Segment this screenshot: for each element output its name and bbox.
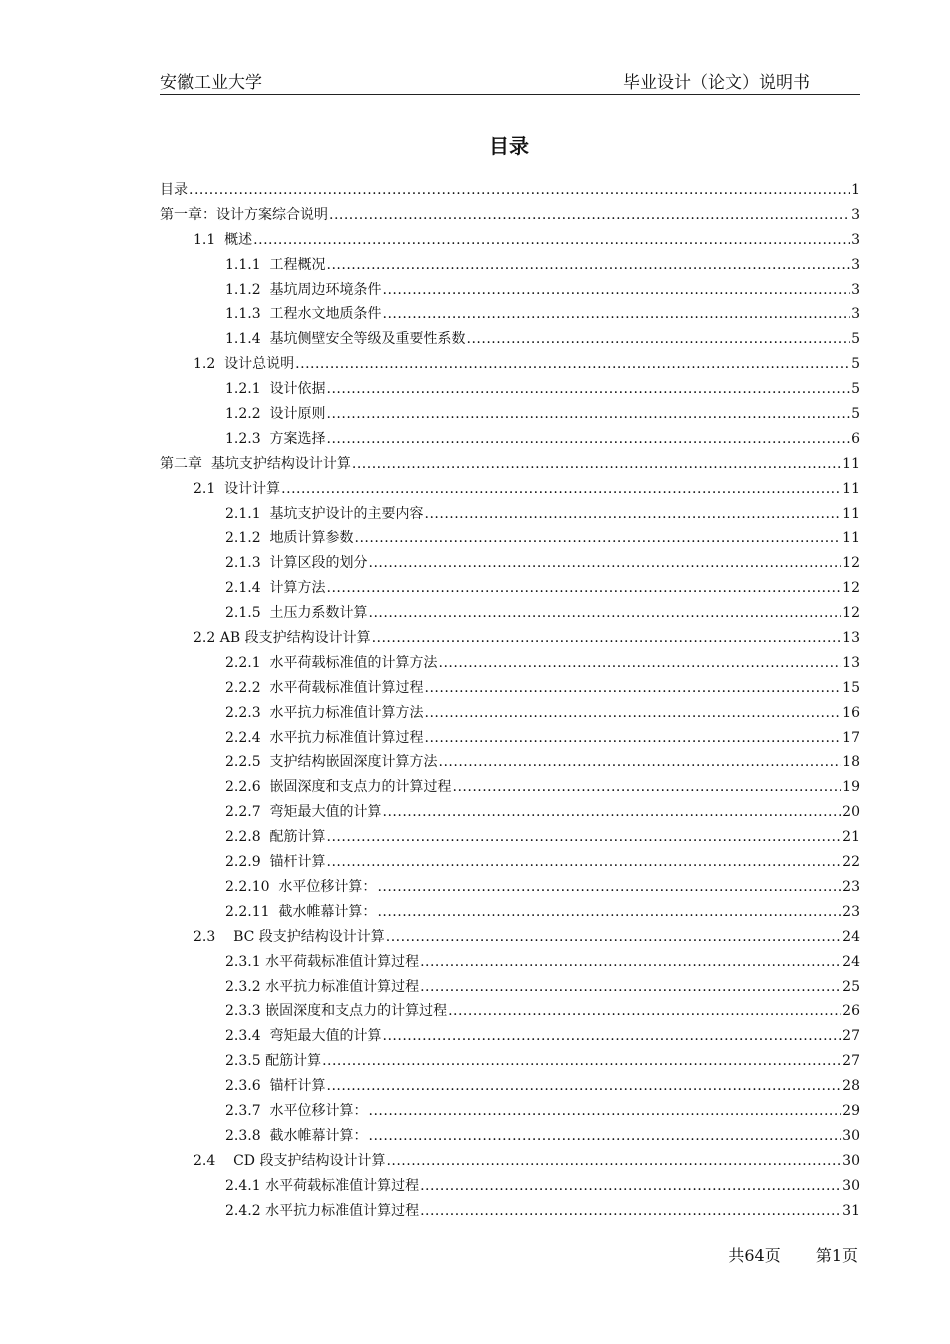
toc-entry-label: 2.2.11 截水帷幕计算： <box>225 903 377 920</box>
toc-entry[interactable] <box>160 825 860 850</box>
toc-entry[interactable] <box>160 178 860 203</box>
toc-leader-dots <box>327 253 851 278</box>
toc-leader-dots <box>383 800 842 825</box>
toc-entry-label: 1.2.2 设计原则 <box>225 406 326 423</box>
toc-entry-page: 3 <box>851 281 860 298</box>
toc-entry[interactable] <box>160 1174 860 1199</box>
page-title: 目录 <box>489 134 529 158</box>
toc-entry-page: 12 <box>842 555 860 572</box>
toc-entry-label: 2.3.1 水平荷载标准值计算过程 <box>225 953 420 970</box>
toc-entry-page: 24 <box>842 953 860 970</box>
toc-leader-dots <box>425 701 842 726</box>
page-header <box>160 68 860 95</box>
toc-entry-page: 13 <box>842 654 860 671</box>
toc-entry-page: 13 <box>842 630 860 647</box>
toc-entry[interactable] <box>160 526 860 551</box>
toc-entry-label: 2.2.1 水平荷载标准值的计算方法 <box>225 654 438 671</box>
toc-leader-dots <box>327 825 842 850</box>
toc-leader-dots <box>386 925 841 950</box>
toc-leader-dots <box>453 775 842 800</box>
toc-entry-page: 21 <box>842 829 860 846</box>
toc-entry-label: 2.2.10 水平位移计算： <box>225 878 377 895</box>
toc-entry-page: 5 <box>851 331 860 348</box>
toc-entry-page: 3 <box>851 306 860 323</box>
toc-leader-dots <box>386 1149 841 1174</box>
toc-leader-dots <box>327 576 842 601</box>
toc-entry[interactable] <box>160 427 860 452</box>
toc-entry[interactable] <box>160 402 860 427</box>
toc-entry-label: 2.2.9 锚杆计算 <box>225 854 326 871</box>
toc-entry[interactable] <box>160 750 860 775</box>
toc-entry-page: 31 <box>842 1202 860 1219</box>
footer-total-pages: 共64页 <box>728 1246 781 1265</box>
toc-entry-label: 1.1.1 工程概况 <box>225 256 326 273</box>
toc-leader-dots <box>295 352 850 377</box>
toc-entry[interactable] <box>160 377 860 402</box>
toc-entry-label: 2.1 设计计算 <box>193 480 281 497</box>
toc-leader-dots <box>322 1049 841 1074</box>
toc-entry-page: 27 <box>842 1053 860 1070</box>
toc-entry-page: 11 <box>842 480 860 497</box>
toc-leader-dots <box>439 651 842 676</box>
toc-entry[interactable] <box>160 1099 860 1124</box>
toc-entry[interactable] <box>160 1074 860 1099</box>
toc-entry-label: 2.4.1 水平荷载标准值计算过程 <box>225 1177 420 1194</box>
toc-entry-label: 1.1.2 基坑周边环境条件 <box>225 281 382 298</box>
toc-entry-page: 1 <box>851 182 860 198</box>
toc-entry-page: 3 <box>851 231 860 248</box>
toc-entry[interactable] <box>160 900 860 925</box>
page-footer <box>698 1243 858 1266</box>
toc-entry[interactable] <box>160 925 860 950</box>
toc-leader-dots <box>327 402 851 427</box>
table-of-contents <box>160 178 860 1223</box>
toc-entry[interactable] <box>160 1199 860 1224</box>
toc-entry-label: 第二章 基坑支护结构设计计算 <box>160 455 351 472</box>
toc-entry-label: 2.1.4 计算方法 <box>225 580 326 597</box>
toc-entry[interactable] <box>160 502 860 527</box>
toc-leader-dots <box>369 601 842 626</box>
toc-entry-label: 2.1.5 土压力系数计算 <box>225 605 368 622</box>
toc-leader-dots <box>327 850 842 875</box>
toc-leader-dots <box>383 302 851 327</box>
toc-entry-page: 18 <box>842 754 860 771</box>
toc-entry[interactable] <box>160 1024 860 1049</box>
toc-entry-page: 6 <box>851 430 860 447</box>
toc-entry-page: 19 <box>842 779 860 796</box>
toc-entry-label: 2.4.2 水平抗力标准值计算过程 <box>225 1202 420 1219</box>
toc-leader-dots <box>327 427 851 452</box>
toc-entry-page: 17 <box>842 729 860 746</box>
toc-entry[interactable] <box>160 975 860 1000</box>
toc-entry-label: 2.4 CD 段支护结构设计计算 <box>193 1152 386 1169</box>
toc-entry-label: 2.2.2 水平荷载标准值计算过程 <box>225 679 424 696</box>
toc-entry-page: 12 <box>842 580 860 597</box>
toc-entry[interactable] <box>160 1149 860 1174</box>
toc-entry-label: 2.2.4 水平抗力标准值计算过程 <box>225 729 424 746</box>
toc-leader-dots <box>425 676 842 701</box>
toc-leader-dots <box>439 750 842 775</box>
toc-leader-dots <box>189 178 850 203</box>
toc-entry[interactable] <box>160 850 860 875</box>
toc-entry[interactable] <box>160 676 860 701</box>
toc-entry-label: 2.2.3 水平抗力标准值计算方法 <box>225 704 424 721</box>
toc-leader-dots <box>369 1099 842 1124</box>
toc-entry-label: 2.2.7 弯矩最大值的计算 <box>225 804 382 821</box>
toc-entry[interactable] <box>160 626 860 651</box>
toc-entry[interactable] <box>160 950 860 975</box>
header-doc-type: 毕业设计（论文）说明书 <box>623 73 810 93</box>
toc-entry[interactable] <box>160 800 860 825</box>
toc-entry[interactable] <box>160 327 860 352</box>
toc-entry-label: 1.1 概述 <box>193 231 253 248</box>
toc-entry[interactable] <box>160 253 860 278</box>
toc-entry[interactable] <box>160 701 860 726</box>
toc-entry-label: 第一章：设计方案综合说明 <box>160 206 328 223</box>
toc-leader-dots <box>329 203 850 228</box>
toc-leader-dots <box>448 999 841 1024</box>
toc-entry-label: 2.3.5 配筋计算 <box>225 1053 322 1070</box>
toc-leader-dots <box>383 1024 842 1049</box>
toc-entry-label: 1.2.3 方案选择 <box>225 430 326 447</box>
toc-entry[interactable] <box>160 1124 860 1149</box>
toc-entry[interactable] <box>160 775 860 800</box>
toc-entry[interactable] <box>160 999 860 1024</box>
toc-entry[interactable] <box>160 452 860 477</box>
toc-entry[interactable] <box>160 302 860 327</box>
toc-entry-page: 22 <box>842 854 860 871</box>
toc-entry-label: 2.1.3 计算区段的划分 <box>225 555 368 572</box>
toc-entry-label: 2.3.7 水平位移计算： <box>225 1102 368 1119</box>
toc-entry-page: 30 <box>842 1127 860 1144</box>
toc-entry-page: 16 <box>842 704 860 721</box>
toc-entry-page: 15 <box>842 679 860 696</box>
toc-entry-label: 2.2 AB 段支护结构设计计算 <box>193 630 371 647</box>
toc-leader-dots <box>425 502 842 527</box>
toc-leader-dots <box>377 900 841 925</box>
toc-entry-label: 2.2.6 嵌固深度和支点力的计算过程 <box>225 779 452 796</box>
toc-entry-page: 26 <box>842 1003 860 1020</box>
toc-entry-label: 2.2.5 支护结构嵌固深度计算方法 <box>225 754 438 771</box>
toc-entry-page: 5 <box>851 356 860 373</box>
toc-entry[interactable] <box>160 576 860 601</box>
toc-leader-dots <box>420 1174 841 1199</box>
toc-leader-dots <box>383 278 851 303</box>
toc-entry-label: 2.3 BC 段支护结构设计计算 <box>193 928 385 945</box>
toc-entry[interactable] <box>160 601 860 626</box>
toc-entry-page: 20 <box>842 804 860 821</box>
toc-entry-label: 1.2.1 设计依据 <box>225 381 326 398</box>
toc-entry[interactable] <box>160 352 860 377</box>
toc-leader-dots <box>355 526 842 551</box>
toc-entry-label: 目录 <box>160 182 188 198</box>
toc-entry-label: 1.2 设计总说明 <box>193 356 295 373</box>
header-university: 安徽工业大学 <box>160 73 262 93</box>
toc-entry-page: 30 <box>842 1177 860 1194</box>
toc-entry-page: 29 <box>842 1102 860 1119</box>
toc-leader-dots <box>372 626 842 651</box>
toc-entry-label: 1.1.3 工程水文地质条件 <box>225 306 382 323</box>
toc-entry-page: 30 <box>842 1152 860 1169</box>
toc-entry-page: 5 <box>851 406 860 423</box>
toc-entry-page: 3 <box>851 256 860 273</box>
toc-entry-label: 2.3.6 锚杆计算 <box>225 1078 326 1095</box>
toc-leader-dots <box>352 452 841 477</box>
toc-entry-page: 28 <box>842 1078 860 1095</box>
toc-leader-dots <box>420 950 841 975</box>
toc-entry[interactable] <box>160 875 860 900</box>
toc-entry-label: 2.2.8 配筋计算 <box>225 829 326 846</box>
toc-entry-label: 2.1.2 地质计算参数 <box>225 530 354 547</box>
toc-entry-page: 5 <box>851 381 860 398</box>
toc-leader-dots <box>420 1199 841 1224</box>
toc-entry-label: 2.1.1 基坑支护设计的主要内容 <box>225 505 424 522</box>
toc-leader-dots <box>425 726 842 751</box>
toc-leader-dots <box>377 875 841 900</box>
toc-leader-dots <box>327 377 851 402</box>
footer-current-page: 第1页 <box>815 1246 858 1265</box>
toc-entry-label: 2.3.8 截水帷幕计算： <box>225 1127 368 1144</box>
toc-entry-page: 12 <box>842 605 860 622</box>
toc-entry-label: 2.3.3 嵌固深度和支点力的计算过程 <box>225 1003 448 1020</box>
toc-leader-dots <box>327 1074 842 1099</box>
toc-leader-dots <box>467 327 851 352</box>
toc-entry[interactable] <box>160 1049 860 1074</box>
toc-entry-label: 2.3.4 弯矩最大值的计算 <box>225 1028 382 1045</box>
toc-entry-page: 3 <box>851 206 860 223</box>
toc-entry-page: 11 <box>842 505 860 522</box>
toc-entry-page: 11 <box>842 455 860 472</box>
toc-entry-page: 24 <box>842 928 860 945</box>
toc-entry[interactable] <box>160 278 860 303</box>
toc-entry[interactable] <box>160 477 860 502</box>
toc-entry-label: 2.3.2 水平抗力标准值计算过程 <box>225 978 420 995</box>
toc-entry-label: 1.1.4 基坑侧壁安全等级及重要性系数 <box>225 331 466 348</box>
toc-entry[interactable] <box>160 228 860 253</box>
toc-entry-page: 25 <box>842 978 860 995</box>
toc-entry-page: 23 <box>842 903 860 920</box>
toc-entry[interactable] <box>160 726 860 751</box>
toc-leader-dots <box>369 1124 842 1149</box>
toc-entry-page: 11 <box>842 530 860 547</box>
toc-leader-dots <box>420 975 841 1000</box>
toc-leader-dots <box>253 228 850 253</box>
toc-entry[interactable] <box>160 651 860 676</box>
toc-leader-dots <box>281 477 841 502</box>
toc-entry[interactable] <box>160 203 860 228</box>
toc-leader-dots <box>369 551 842 576</box>
toc-entry-page: 23 <box>842 878 860 895</box>
toc-entry-page: 27 <box>842 1028 860 1045</box>
toc-entry[interactable] <box>160 551 860 576</box>
